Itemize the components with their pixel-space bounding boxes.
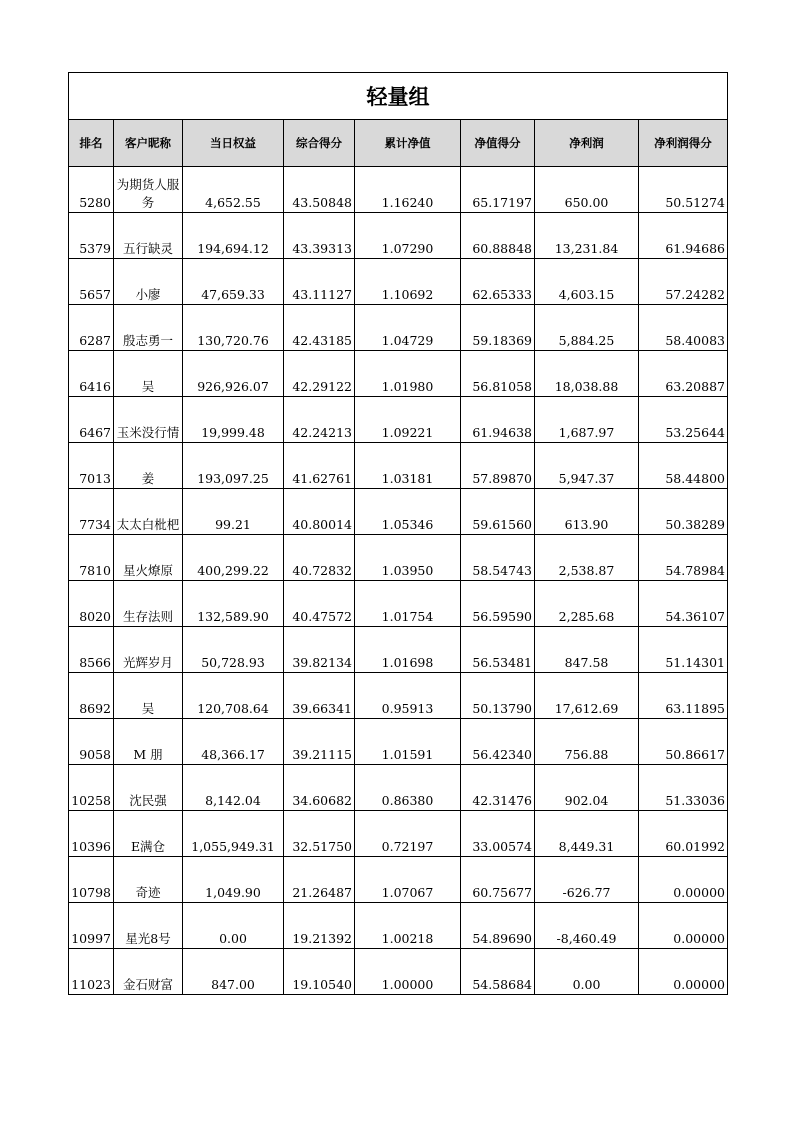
table-row <box>69 857 728 903</box>
table-row <box>69 489 728 535</box>
table-row <box>69 443 728 489</box>
cell-nav-score: 61.94638 <box>461 397 535 443</box>
cell-cumulative-nav: 1.10692 <box>355 259 461 305</box>
cell-nav-score: 58.54743 <box>461 535 535 581</box>
cell-total-score: 39.66341 <box>284 673 355 719</box>
cell-nickname: 五行缺灵 <box>114 213 183 259</box>
cell-net-profit: 18,038.88 <box>535 351 639 397</box>
table-row <box>69 581 728 627</box>
cell-nickname: 奇迹 <box>114 857 183 903</box>
header-cumulative-nav: 累计净值 <box>355 120 461 167</box>
cell-rank: 9058 <box>69 719 114 765</box>
cell-cumulative-nav: 1.00218 <box>355 903 461 949</box>
cell-nav-score: 50.13790 <box>461 673 535 719</box>
cell-net-profit: 0.00 <box>535 949 639 995</box>
cell-net-profit-score: 50.51274 <box>639 167 728 213</box>
cell-total-score: 42.43185 <box>284 305 355 351</box>
table-row <box>69 213 728 259</box>
table-row <box>69 167 728 213</box>
cell-net-profit-score: 0.00000 <box>639 857 728 903</box>
cell-nickname: 吴 <box>114 673 183 719</box>
cell-net-profit: 17,612.69 <box>535 673 639 719</box>
cell-net-profit: 8,449.31 <box>535 811 639 857</box>
header-net-profit-score: 净利润得分 <box>639 120 728 167</box>
cell-cumulative-nav: 1.01698 <box>355 627 461 673</box>
cell-total-score: 19.21392 <box>284 903 355 949</box>
cell-net-profit: -8,460.49 <box>535 903 639 949</box>
cell-cumulative-nav: 1.01980 <box>355 351 461 397</box>
cell-total-score: 43.50848 <box>284 167 355 213</box>
cell-net-profit-score: 60.01992 <box>639 811 728 857</box>
cell-cumulative-nav: 0.72197 <box>355 811 461 857</box>
cell-total-score: 39.21115 <box>284 719 355 765</box>
table-row <box>69 719 728 765</box>
cell-equity: 19,999.48 <box>183 397 284 443</box>
cell-equity: 194,694.12 <box>183 213 284 259</box>
cell-cumulative-nav: 1.05346 <box>355 489 461 535</box>
header-nav-score: 净值得分 <box>461 120 535 167</box>
cell-nav-score: 62.65333 <box>461 259 535 305</box>
cell-rank: 11023 <box>69 949 114 995</box>
cell-total-score: 40.80014 <box>284 489 355 535</box>
cell-nickname: M 朋 <box>114 719 183 765</box>
table-row <box>69 949 728 995</box>
ranking-table <box>68 72 728 995</box>
cell-nickname: 星火燎原 <box>114 535 183 581</box>
cell-equity: 4,652.55 <box>183 167 284 213</box>
cell-total-score: 39.82134 <box>284 627 355 673</box>
cell-nickname: 沈民强 <box>114 765 183 811</box>
cell-nav-score: 33.00574 <box>461 811 535 857</box>
cell-net-profit-score: 58.40083 <box>639 305 728 351</box>
cell-equity: 8,142.04 <box>183 765 284 811</box>
header-rank: 排名 <box>69 120 114 167</box>
cell-rank: 8020 <box>69 581 114 627</box>
table-row <box>69 259 728 305</box>
cell-rank: 5280 <box>69 167 114 213</box>
cell-nickname: 光辉岁月 <box>114 627 183 673</box>
cell-net-profit-score: 54.78984 <box>639 535 728 581</box>
header-row <box>69 120 728 167</box>
cell-cumulative-nav: 1.03181 <box>355 443 461 489</box>
cell-net-profit: 5,947.37 <box>535 443 639 489</box>
cell-equity: 130,720.76 <box>183 305 284 351</box>
cell-net-profit-score: 63.20887 <box>639 351 728 397</box>
cell-rank: 8566 <box>69 627 114 673</box>
cell-cumulative-nav: 1.04729 <box>355 305 461 351</box>
cell-nav-score: 56.53481 <box>461 627 535 673</box>
cell-total-score: 40.72832 <box>284 535 355 581</box>
cell-rank: 6287 <box>69 305 114 351</box>
cell-nickname: 玉米没行情 <box>114 397 183 443</box>
cell-net-profit-score: 58.44800 <box>639 443 728 489</box>
cell-nav-score: 42.31476 <box>461 765 535 811</box>
cell-net-profit-score: 50.86617 <box>639 719 728 765</box>
cell-nickname: 为期货人服务 <box>114 167 183 213</box>
table-row <box>69 903 728 949</box>
cell-nickname: 小廖 <box>114 259 183 305</box>
cell-net-profit-score: 63.11895 <box>639 673 728 719</box>
cell-total-score: 19.10540 <box>284 949 355 995</box>
cell-net-profit: -626.77 <box>535 857 639 903</box>
cell-net-profit-score: 0.00000 <box>639 903 728 949</box>
header-equity: 当日权益 <box>183 120 284 167</box>
cell-cumulative-nav: 0.86380 <box>355 765 461 811</box>
cell-equity: 48,366.17 <box>183 719 284 765</box>
cell-equity: 1,055,949.31 <box>183 811 284 857</box>
cell-equity: 1,049.90 <box>183 857 284 903</box>
cell-cumulative-nav: 1.16240 <box>355 167 461 213</box>
cell-nickname: 生存法则 <box>114 581 183 627</box>
cell-net-profit-score: 54.36107 <box>639 581 728 627</box>
cell-total-score: 43.11127 <box>284 259 355 305</box>
cell-nav-score: 54.89690 <box>461 903 535 949</box>
cell-rank: 5379 <box>69 213 114 259</box>
cell-nav-score: 59.61560 <box>461 489 535 535</box>
table-title: 轻量组 <box>69 73 728 120</box>
table-row <box>69 811 728 857</box>
cell-nav-score: 56.59590 <box>461 581 535 627</box>
cell-equity: 400,299.22 <box>183 535 284 581</box>
cell-net-profit: 650.00 <box>535 167 639 213</box>
header-total-score: 综合得分 <box>284 120 355 167</box>
cell-net-profit: 902.04 <box>535 765 639 811</box>
cell-net-profit-score: 0.00000 <box>639 949 728 995</box>
cell-net-profit: 847.58 <box>535 627 639 673</box>
cell-net-profit-score: 50.38289 <box>639 489 728 535</box>
cell-nickname: 金石财富 <box>114 949 183 995</box>
cell-nav-score: 59.18369 <box>461 305 535 351</box>
cell-rank: 10258 <box>69 765 114 811</box>
cell-equity: 132,589.90 <box>183 581 284 627</box>
cell-net-profit: 13,231.84 <box>535 213 639 259</box>
cell-rank: 10997 <box>69 903 114 949</box>
cell-net-profit: 2,285.68 <box>535 581 639 627</box>
cell-net-profit-score: 53.25644 <box>639 397 728 443</box>
cell-total-score: 42.24213 <box>284 397 355 443</box>
cell-cumulative-nav: 1.00000 <box>355 949 461 995</box>
header-nickname: 客户昵称 <box>114 120 183 167</box>
cell-equity: 50,728.93 <box>183 627 284 673</box>
cell-nav-score: 60.75677 <box>461 857 535 903</box>
cell-cumulative-nav: 1.09221 <box>355 397 461 443</box>
cell-total-score: 43.39313 <box>284 213 355 259</box>
cell-rank: 10798 <box>69 857 114 903</box>
cell-rank: 7810 <box>69 535 114 581</box>
cell-rank: 7734 <box>69 489 114 535</box>
cell-cumulative-nav: 0.95913 <box>355 673 461 719</box>
cell-net-profit: 613.90 <box>535 489 639 535</box>
cell-total-score: 41.62761 <box>284 443 355 489</box>
cell-rank: 10396 <box>69 811 114 857</box>
cell-cumulative-nav: 1.07067 <box>355 857 461 903</box>
cell-equity: 120,708.64 <box>183 673 284 719</box>
cell-equity: 847.00 <box>183 949 284 995</box>
cell-rank: 6416 <box>69 351 114 397</box>
cell-rank: 7013 <box>69 443 114 489</box>
cell-equity: 47,659.33 <box>183 259 284 305</box>
cell-net-profit: 5,884.25 <box>535 305 639 351</box>
cell-net-profit: 4,603.15 <box>535 259 639 305</box>
cell-nav-score: 60.88848 <box>461 213 535 259</box>
cell-nickname: E满仓 <box>114 811 183 857</box>
table-row <box>69 535 728 581</box>
cell-net-profit-score: 51.33036 <box>639 765 728 811</box>
cell-net-profit: 756.88 <box>535 719 639 765</box>
table-row <box>69 627 728 673</box>
table-row <box>69 765 728 811</box>
cell-net-profit: 2,538.87 <box>535 535 639 581</box>
cell-equity: 0.00 <box>183 903 284 949</box>
cell-equity: 926,926.07 <box>183 351 284 397</box>
cell-net-profit-score: 51.14301 <box>639 627 728 673</box>
header-net-profit: 净利润 <box>535 120 639 167</box>
cell-equity: 193,097.25 <box>183 443 284 489</box>
cell-cumulative-nav: 1.03950 <box>355 535 461 581</box>
cell-net-profit-score: 57.24282 <box>639 259 728 305</box>
cell-rank: 5657 <box>69 259 114 305</box>
cell-total-score: 21.26487 <box>284 857 355 903</box>
cell-nickname: 姜 <box>114 443 183 489</box>
table-row <box>69 397 728 443</box>
cell-total-score: 40.47572 <box>284 581 355 627</box>
table-row <box>69 351 728 397</box>
cell-nickname: 吴 <box>114 351 183 397</box>
cell-net-profit-score: 61.94686 <box>639 213 728 259</box>
cell-nav-score: 57.89870 <box>461 443 535 489</box>
cell-rank: 6467 <box>69 397 114 443</box>
table-row <box>69 673 728 719</box>
cell-total-score: 42.29122 <box>284 351 355 397</box>
cell-nav-score: 54.58684 <box>461 949 535 995</box>
cell-equity: 99.21 <box>183 489 284 535</box>
cell-nav-score: 56.81058 <box>461 351 535 397</box>
cell-cumulative-nav: 1.01754 <box>355 581 461 627</box>
cell-total-score: 32.51750 <box>284 811 355 857</box>
cell-nickname: 太太白枇杷 <box>114 489 183 535</box>
cell-nickname: 殷志勇一 <box>114 305 183 351</box>
cell-net-profit: 1,687.97 <box>535 397 639 443</box>
cell-rank: 8692 <box>69 673 114 719</box>
cell-total-score: 34.60682 <box>284 765 355 811</box>
table-row <box>69 305 728 351</box>
cell-nickname: 星光8号 <box>114 903 183 949</box>
cell-nav-score: 65.17197 <box>461 167 535 213</box>
cell-cumulative-nav: 1.07290 <box>355 213 461 259</box>
cell-cumulative-nav: 1.01591 <box>355 719 461 765</box>
cell-nav-score: 56.42340 <box>461 719 535 765</box>
